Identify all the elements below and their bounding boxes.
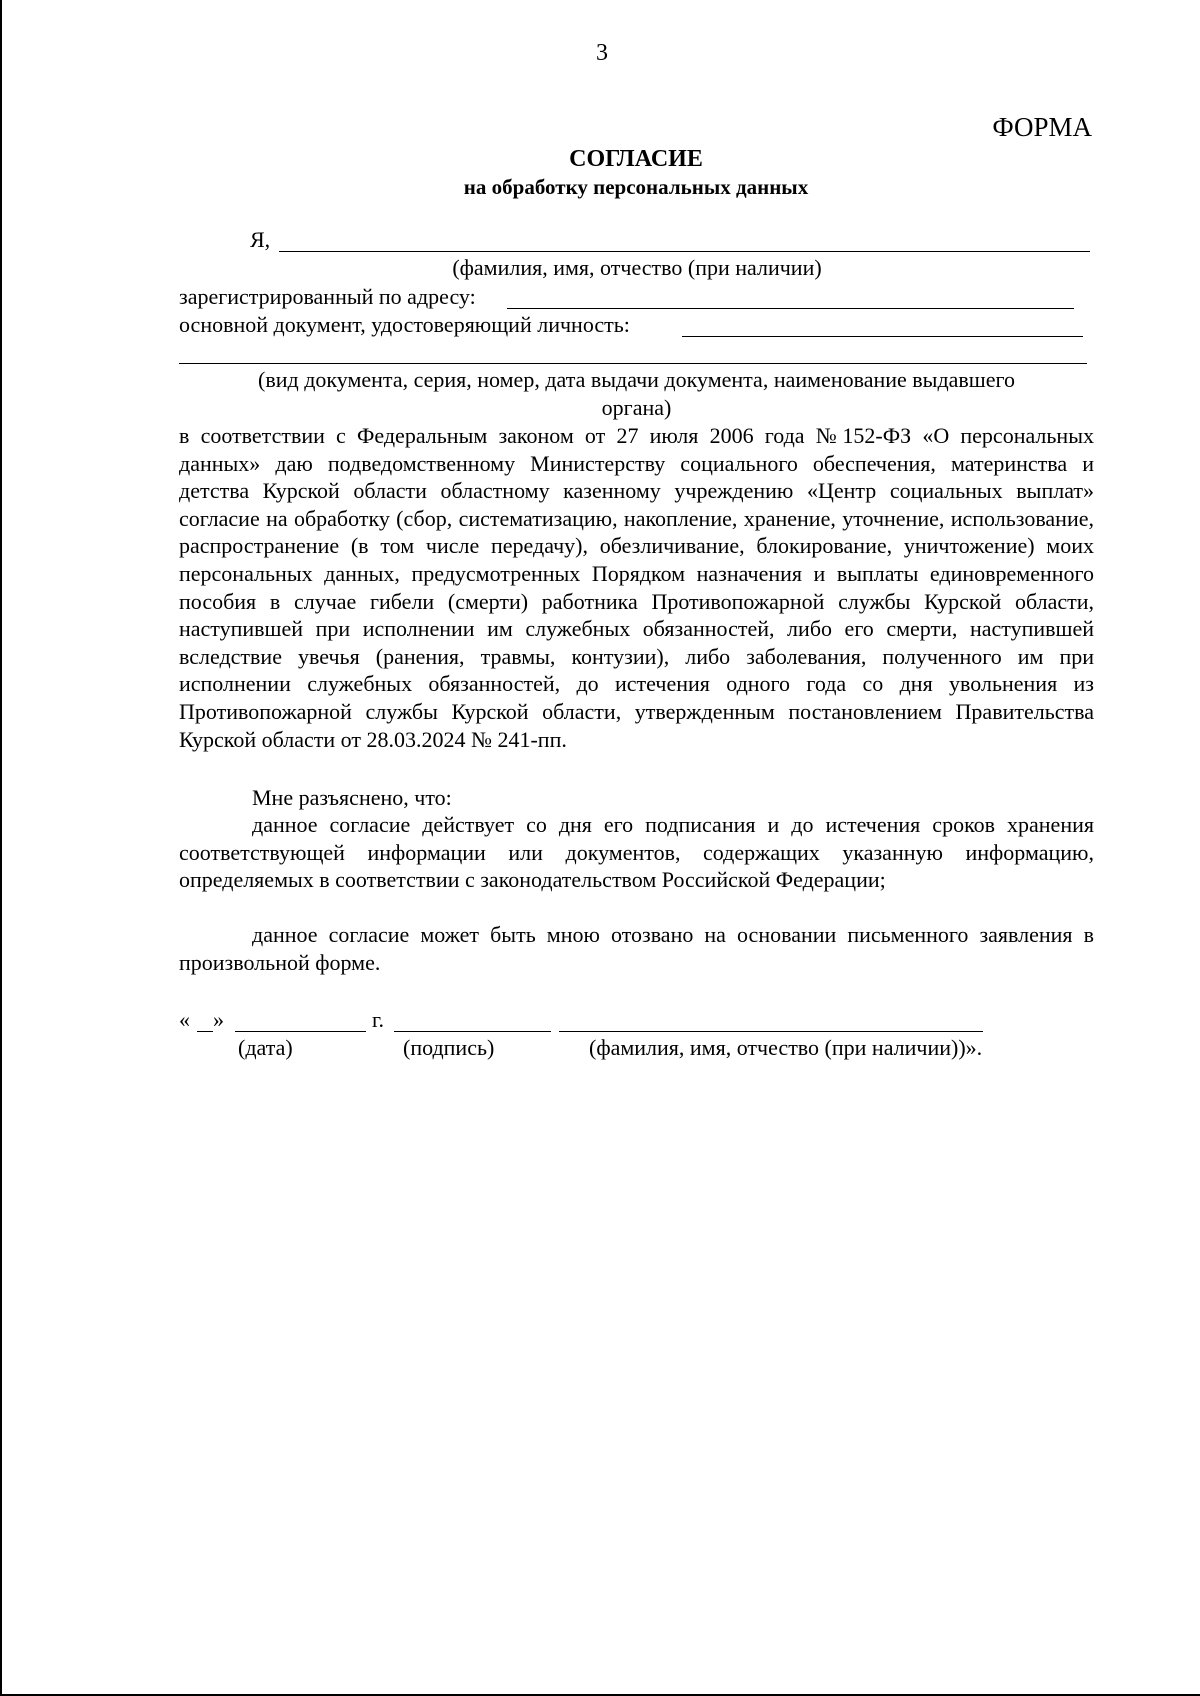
signature-caption: (подпись) xyxy=(403,1035,495,1060)
document-subtitle: на обработку персональных данных xyxy=(463,175,809,199)
document-label: основной документ, удостоверяющий личность: xyxy=(179,312,630,337)
document-caption-line2: органа) xyxy=(601,395,672,420)
day-blank-line[interactable] xyxy=(197,1031,213,1032)
signature-blank-line[interactable] xyxy=(394,1031,551,1032)
form-label: ФОРМА xyxy=(992,112,1092,142)
month-blank-line[interactable] xyxy=(235,1031,366,1032)
document-blank-line[interactable] xyxy=(682,336,1083,337)
signer-fio-caption: (фамилия, имя, отчество (при наличии))». xyxy=(589,1035,983,1060)
year-suffix: г. xyxy=(372,1007,385,1032)
date-quote-open: « xyxy=(179,1007,190,1032)
fio-caption: (фамилия, имя, отчество (при наличии) xyxy=(452,255,822,280)
document-caption-line1: (вид документа, серия, номер, дата выдачи документа, наименование выдавшего xyxy=(258,367,1015,392)
i-label: Я, xyxy=(250,227,271,252)
address-blank-line[interactable] xyxy=(507,308,1074,309)
date-quote-close: » xyxy=(213,1007,224,1032)
clause-1: данное согласие действует со дня его подписания и до истечения сроков хранения соответствующей информации или документов, содержащих указанную информацию, определяемых в соответствии с законодательством Российской Федерации; xyxy=(179,812,1094,893)
page-number: 3 xyxy=(596,40,608,66)
date-caption: (дата) xyxy=(238,1035,293,1060)
main-paragraph: в соответствии с Федеральным законом от 27 июля 2006 года №152-ФЗ «О персональных данных» даю подведомственному Министерству социального обеспечения, материнства и детства Курской области областному казенному учреждению «Центр социальных выплат» согласие на обработку (сбор, систематизацию, накопление, хранение, уточнение, использование, распространение (в том числе передачу), обезличивание, блокирование, уничтожение) моих персональных данных, предусмотренных Порядком назначения и выплаты единовременного пособия в случае гибели (смерти) работника Противопожарной службы Курской области, наступившей при исполнении им служебных обязанностей, либо его смерти, наступившей вследствие увечья (ранения, травмы, контузии), либо заболевания, полученного им при исполнении служебных обязанностей, до истечения одного года со дня увольнения из Противопожарной службы Курской области, утвержденным постановлением Правительства Курской области от 28.03.2024 № 241-пп. xyxy=(179,423,1094,752)
address-label: зарегистрированный по адресу: xyxy=(179,284,476,309)
document-blank-line-2[interactable] xyxy=(179,363,1087,364)
fio-blank-line[interactable] xyxy=(279,251,1090,252)
signer-fio-blank-line[interactable] xyxy=(559,1031,983,1032)
explained-line: Мне разъяснено, что: xyxy=(252,785,452,810)
document-title: СОГЛАСИЕ xyxy=(569,146,703,172)
clause-2: данное согласие может быть мною отозвано на основании письменного заявления в произвольной форме. xyxy=(179,922,1094,975)
